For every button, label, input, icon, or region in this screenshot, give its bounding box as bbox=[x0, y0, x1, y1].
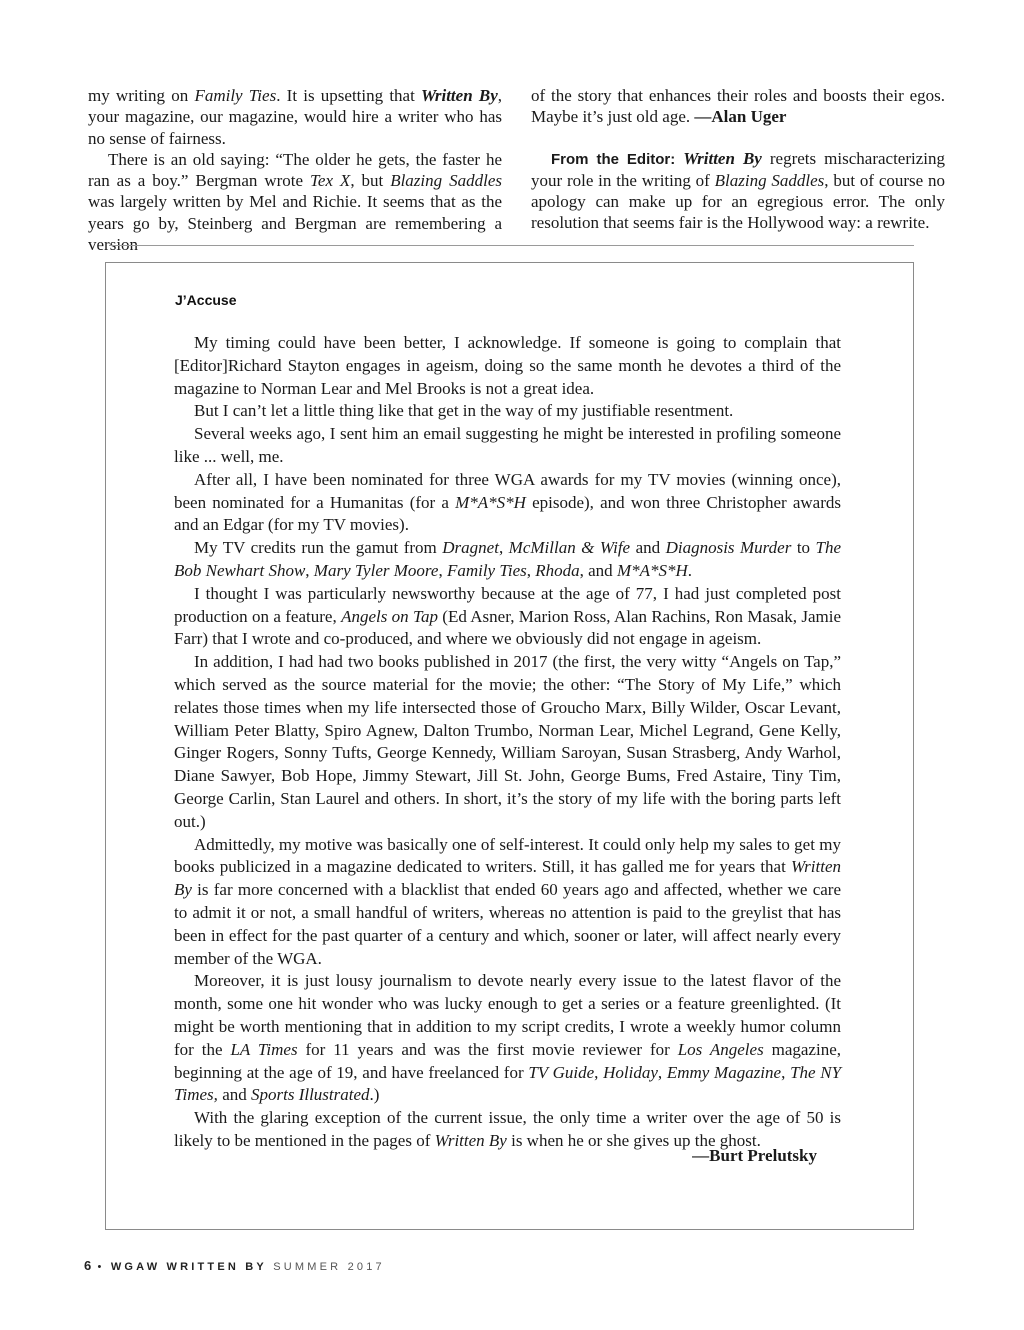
letter-paragraph: My TV credits run the gamut from Dragnet, McMillan & Wife and Diagnosis Murder to The Bob Newhart Show, Mary Tyler Moore, Family Ties, Rhoda, and M*A*S*H. bbox=[174, 538, 842, 580]
left-paragraph-2: There is an old saying: “The older he gets, the faster he ran as a boy.” Bergman wrote Tex X, but Blazing Saddles was largely written by Mel and Richie. It seems that as the years go by, Steinberg and Bergman are remembering a version bbox=[88, 149, 502, 255]
letter-paragraph: Admittedly, my motive was basically one of self-interest. It could only help my sales to get my books publicized in a magazine dedicated to writers. Still, it has galled me for years that Written By is far more concerned with a blacklist that ended 60 years ago and affected, whether we care to admit it or not, a small handful of writers, whereas no attention is paid to the greylist that has been in effect for the past quarter of a century and which, sooner or later, will affect nearly every member of the WGA. bbox=[174, 834, 841, 968]
letter-paragraph: My timing could have been better, I acknowledge. If someone is going to complain that [Editor]Richard Stayton engages in ageism, doing so the same month he devotes a third of the magazine to Norman Lear and Mel Brooks is not a great idea. bbox=[174, 333, 841, 398]
page-footer bbox=[84, 1258, 385, 1273]
letter-paragraph: But I can’t let a little thing like that get in the way of my justifiable resentment. bbox=[194, 401, 734, 421]
publication-name: WGAW WRITTEN BY bbox=[110, 1261, 267, 1273]
letter-paragraph: Moreover, it is just lousy journalism to devote nearly every issue to the latest flavor of the month, some one hit wonder who was lucky enough to get a series or a feature greenlighted. (It might be worth mentioning that in addition to my script credits, I wrote a weekly humor column for the LA Times for 11 years and was the first movie reviewer for Los Angeles magazine, beginning at the age of 19, and have freelanced for TV Guide, Holiday, Emmy Magazine, The NY Times, and Sports Illustrated.) bbox=[174, 971, 842, 1105]
editor-note-text: Written By regrets mischaracterizing your role in the writing of Blazing Saddles, but of course no apology can make up for an egregious error. The only resolution that seems fair is the Hollywood way: a rewrite. bbox=[531, 148, 945, 233]
page-number: 6 bbox=[84, 1258, 92, 1273]
footer-separator: • bbox=[91, 1261, 111, 1273]
right-column bbox=[531, 85, 945, 234]
issue-date: SUMMER 2017 bbox=[273, 1261, 385, 1273]
letter-paragraph: With the glaring exception of the current issue, the only time a writer over the age of 50 is likely to be mentioned in the pages of Written By is when he or she gives up the ghost. bbox=[174, 1108, 841, 1150]
letter-body bbox=[174, 332, 841, 1153]
letter-paragraph: Several weeks ago, I sent him an email suggesting he might be interested in profiling someone like ... well, me. bbox=[174, 424, 841, 466]
letter-heading: J’Accuse bbox=[175, 292, 237, 308]
left-column bbox=[88, 85, 502, 255]
letter-signature: —Burt Prelutsky bbox=[692, 1146, 817, 1165]
left-paragraph-1: my writing on Family Ties. It is upsetting that Written By, your magazine, our magazine, would hire a writer who has no sense of fairness. bbox=[88, 86, 502, 148]
letter-paragraph: In addition, I had had two books published in 2017 (the first, the very witty “Angels on Tap,” which served as the source material for the movie; the other: “The Story of My Life,” which relates those times when my life intersected those of Groucho Marx, Billy Wilder, Oscar Levant, William Peter Blatty, Spiro Agnew, Dalton Trumbo, Norman Lear, Michel Legrand, Gene Kelly, Ginger Rogers, Sonny Tufts, George Kennedy, William Saroyan, Susan Strasberg, Andy Warhol, Diane Sawyer, Bob Hope, Jimmy Stewart, Jill St. John, George Bums, Fred Astaire, Tiny Tim, George Carlin, Stan Laurel and others. In short, it’s the story of my life with the boring parts left out.) bbox=[174, 652, 841, 831]
letter-paragraph: I thought I was particularly newsworthy because at the age of 77, I had just completed post production on a feature, Angels on Tap (Ed Asner, Marion Ross, Alan Rachins, Ron Masak, Jamie Farr) that I wrote and co-produced, and where we obviously did not engage in ageism. bbox=[174, 583, 841, 649]
editor-note bbox=[531, 148, 945, 234]
section-divider bbox=[109, 245, 914, 246]
editor-note-label: From the Editor: bbox=[551, 150, 676, 168]
letter-paragraph: After all, I have been nominated for three WGA awards for my TV movies (winning once), been nominated for a Humanitas (for a M*A*S*H episode), and won three Christopher awards and an Edgar (for my TV movies). bbox=[174, 469, 841, 535]
right-paragraph-1: of the story that enhances their roles and boosts their egos. Maybe it’s just old age. —Alan Uger bbox=[531, 86, 945, 127]
